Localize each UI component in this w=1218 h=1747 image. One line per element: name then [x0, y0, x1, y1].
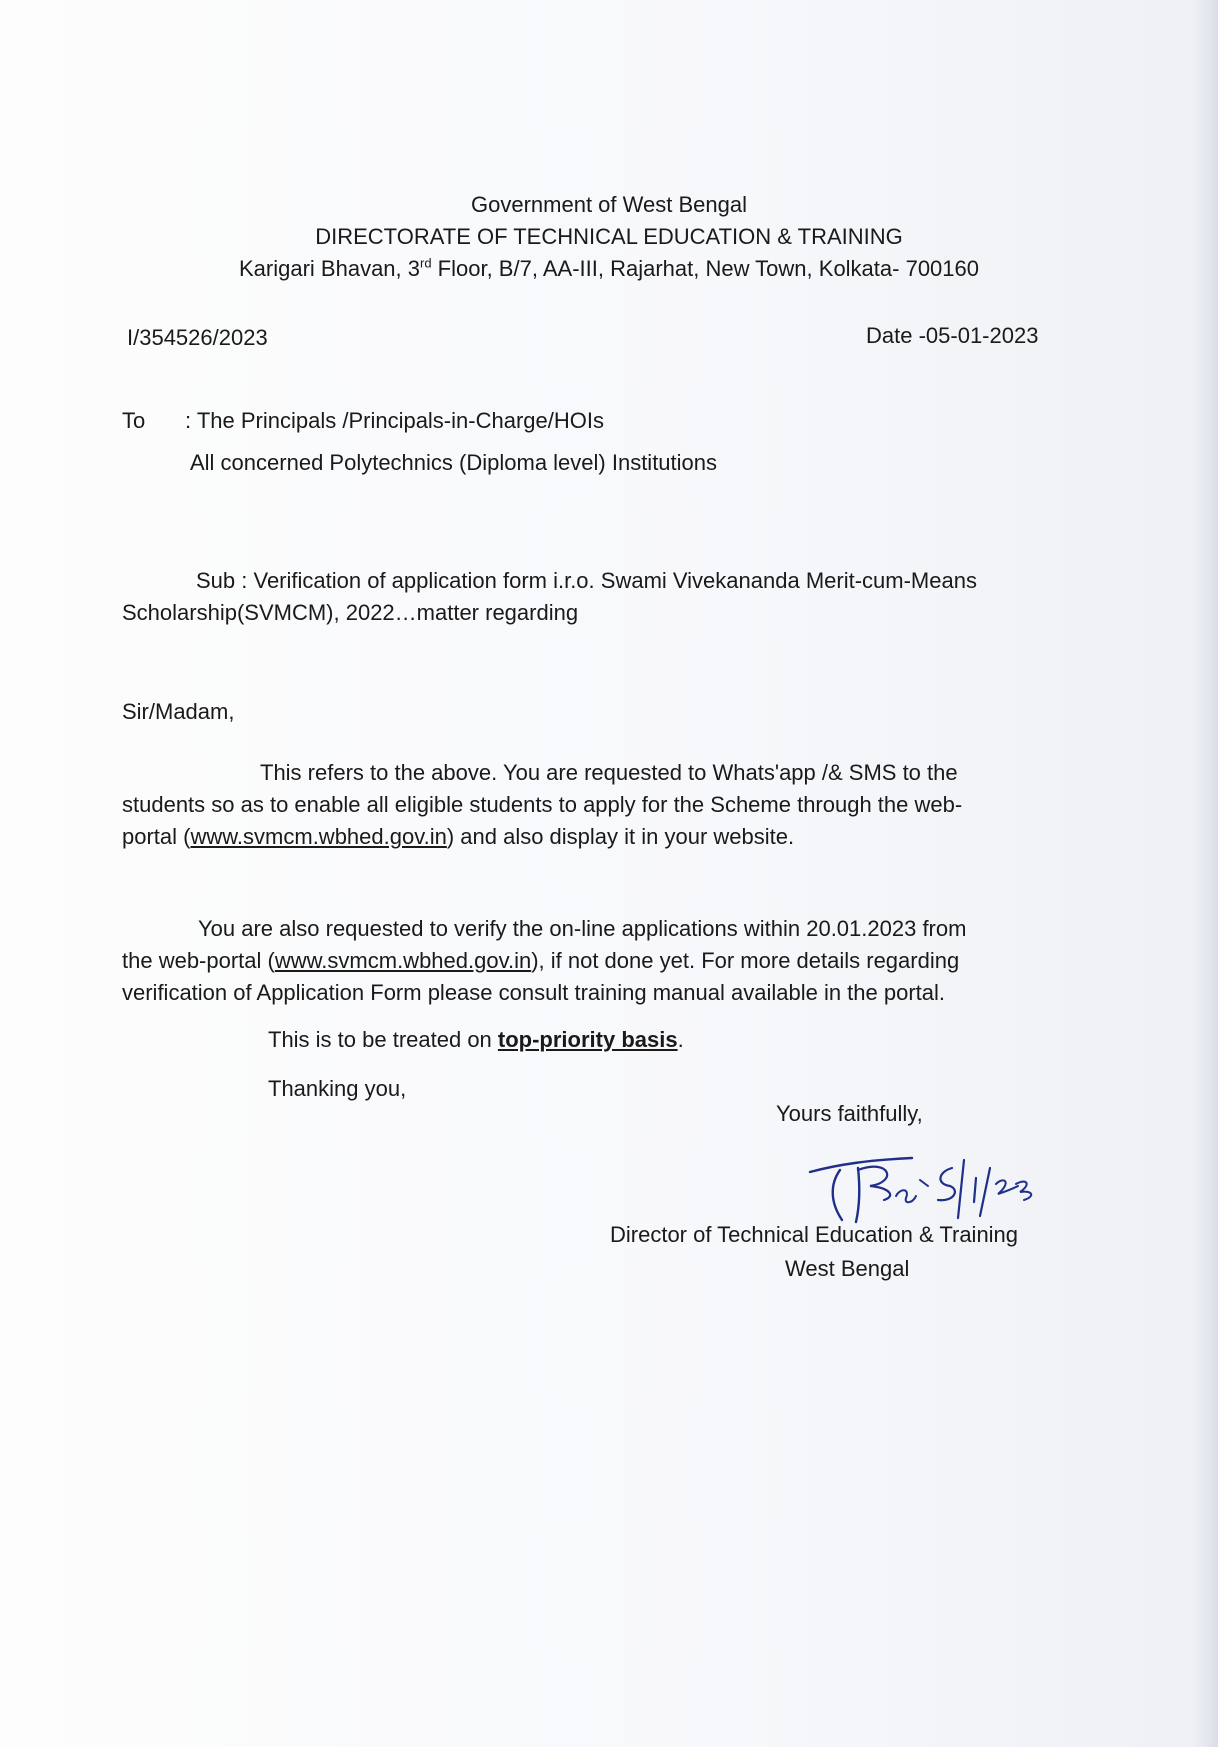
para1-line-3	[122, 821, 794, 853]
office-address	[0, 254, 1218, 284]
subject-line-1: Sub : Verification of application form i.r.o. Swami Vivekananda Merit-cum-Means	[196, 568, 977, 593]
memo-number: I/354526/2023	[127, 325, 268, 350]
para1-line-1: This refers to the above. You are requested to Whats'app /& SMS to the	[260, 760, 958, 785]
addressee-line-1: : The Principals /Principals-in-Charge/HOIs	[185, 408, 604, 433]
portal-link-2[interactable]: www.svmcm.wbhed.gov.in	[274, 948, 532, 973]
para2-line-2	[122, 945, 959, 977]
signatory-place: West Bengal	[785, 1256, 910, 1281]
para1-line-3-start: portal (	[122, 824, 191, 849]
thanking-line: Thanking you,	[268, 1076, 407, 1101]
salutation: Sir/Madam,	[122, 699, 235, 724]
para1-line-3-end: ) and also display it in your website.	[446, 824, 795, 849]
para2-line-3: verification of Application Form please consult training manual available in the portal.	[122, 980, 946, 1005]
priority-emphasis: top-priority basis	[497, 1027, 678, 1052]
para1-line-2: students so as to enable all eligible students to apply for the Scheme through the web-	[122, 792, 963, 817]
address-part-1: Karigari Bhavan, 3	[239, 256, 420, 281]
para2-line-1: You are also requested to verify the on-line applications within 20.01.2023 from	[198, 916, 967, 941]
signatory-designation: Director of Technical Education & Training	[610, 1222, 1019, 1247]
addressee-line-2: All concerned Polytechnics (Diploma level) Institutions	[190, 450, 718, 475]
portal-link-1[interactable]: www.svmcm.wbhed.gov.in	[190, 824, 447, 849]
subject-line-2: Scholarship(SVMCM), 2022…matter regarding	[122, 600, 579, 625]
priority-line	[268, 1024, 684, 1056]
para2-line-2-end: ), if not done yet. For more details regarding	[531, 948, 960, 973]
address-part-2: Floor, B/7, AA-III, Rajarhat, New Town, Kolkata- 700160	[431, 256, 979, 281]
address-superscript: rd	[420, 255, 432, 271]
memo-date: Date -05-01-2023	[866, 323, 1039, 348]
handwritten-signature	[800, 1138, 1050, 1228]
priority-text: This is to be treated on	[268, 1027, 498, 1052]
para2-line-2-start: the web-portal (	[122, 948, 275, 973]
government-title: Government of West Bengal	[471, 192, 747, 217]
directorate-title: DIRECTORATE OF TECHNICAL EDUCATION & TRAINING	[315, 224, 903, 249]
priority-end: .	[677, 1027, 684, 1052]
closing-line: Yours faithfully,	[776, 1101, 923, 1126]
to-label: To	[122, 408, 146, 433]
